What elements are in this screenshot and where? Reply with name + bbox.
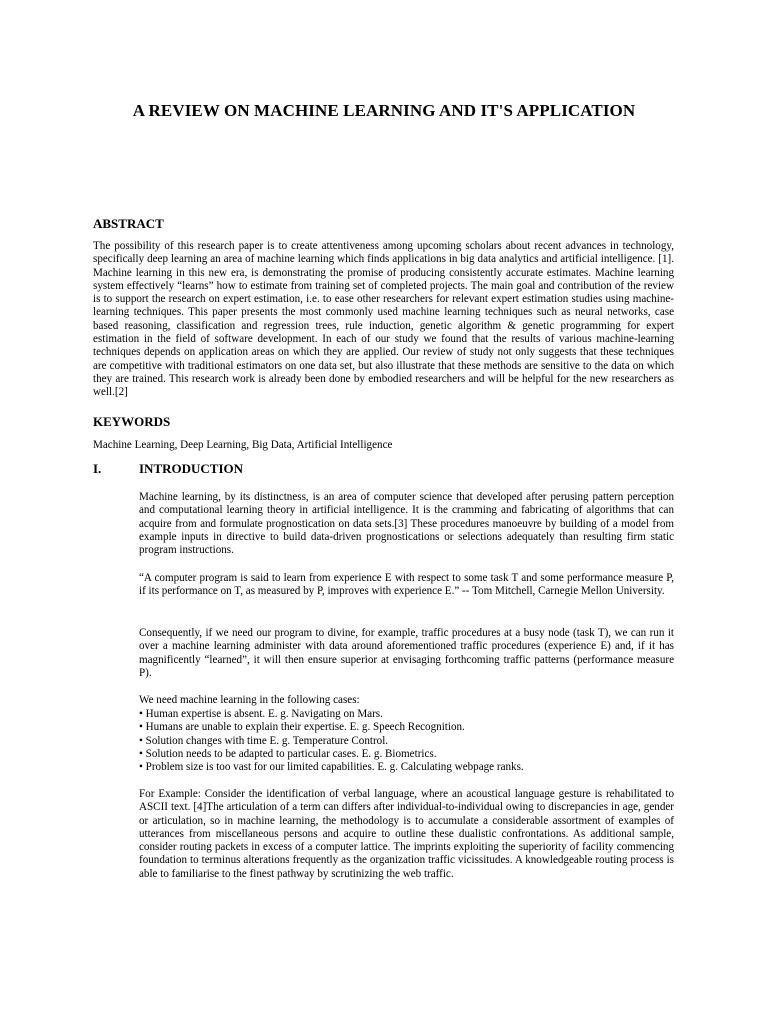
abstract-text: The possibility of this research paper is to create attentiveness among upcoming scholars about recent advances in technology, specifically deep learning an area of machine learning which finds applications in big data analytics and artificial intelligence. [1]. Machine learning in this new era, is demonstrating the promise of producing consistently accurate estimates. Machine learning system effectively “learns” how to estimate from training set of completed projects. The main goal and contribution of the review is to support the research on expert estimation, i.e. to ease other researchers for relevant expert estimation studies using machine-learning techniques. This paper presents the most commonly used machine learning techniques such as neural networks, case based reasoning, classification and regression trees, rule induction, genetic algorithm & genetic programming for expert estimation in the field of software development. In each of our study we found that the results of various machine-learning techniques depends on application areas on which they are applied. Our review of study not only suggests that these techniques are competitive with traditional estimators on one data set, but also illustrate that these methods are sensitive to the data on which they are trained. This research work is already been done by embodied researchers and will be helpful for the new researchers as well.[2] <box>93 240 674 399</box>
introduction-heading: INTRODUCTION <box>139 461 244 476</box>
list-item: • Solution needs to be adapted to particular cases. E. g. Biometrics. <box>139 747 437 760</box>
keywords-text: Machine Learning, Deep Learning, Big Data, Artificial Intelligence <box>93 439 393 451</box>
abstract-heading: ABSTRACT <box>93 216 164 231</box>
intro-paragraph-3: Consequently, if we need our program to divine, for example, traffic procedures at a busy node (task T), we can run it over a machine learning administer with data around aforementioned traffic procedures (experience E) and, if it has magnificently “learned”, it will then ensure superior at envisaging forthcoming traffic patterns (performance measure P). <box>139 627 674 679</box>
paper-title: A REVIEW ON MACHINE LEARNING AND IT'S APPLICATION <box>132 101 636 120</box>
list-item: • Problem size is too vast for our limited capabilities. E. g. Calculating webpage ranks. <box>139 761 524 774</box>
keywords-heading: KEYWORDS <box>93 414 171 429</box>
intro-paragraph-2: “A computer program is said to learn from experience E with respect to some task T and some performance measure P, if its performance on T, as measured by P, improves with experience E.” -- Tom Mitchell, Carnegie Mellon University. <box>139 572 674 598</box>
intro-paragraph-1: Machine learning, by its distinctness, is an area of computer science that developed after perusing pattern perception and computational learning theory in artificial intelligence. It is the cramming and fabricating of algorithms that can acquire from and formulate prognostication on data sets.[3] These procedures manoeuvre by building of a model from example inputs in directive to build data-driven prognostications or selections adequately than resulting firm static program instructions. <box>139 491 674 557</box>
section-number: I. <box>93 461 102 476</box>
list-item: • Solution changes with time E. g. Temperature Control. <box>139 734 389 747</box>
list-item: • Humans are unable to explain their expertise. E. g. Speech Recognition. <box>139 721 465 734</box>
cases-list <box>139 708 674 774</box>
intro-paragraph-4: For Example: Consider the identification of verbal language, where an acoustical language gesture is rehabilitated to ASCII text. [4]The articulation of a term can differs after individual-to-individual owing to discrepancies in age, gender or articulation, so in machine learning, the methodology is to accumulate a considerable assortment of examples of utterances from miscellaneous persons and acquire to outline these dualistic confrontations. As additional sample, consider routing packets in excess of a computer lattice. The imprints exploiting the superiority of facility commencing foundation to terminus alterations frequently as the organization traffic vicissitudes. A knowledgeable routing process is able to familiarise to the finest pathway by scrutinizing the web traffic. <box>139 788 674 880</box>
list-item: • Human expertise is absent. E. g. Navigating on Mars. <box>139 708 383 720</box>
list-intro: We need machine learning in the following cases: <box>139 694 360 706</box>
